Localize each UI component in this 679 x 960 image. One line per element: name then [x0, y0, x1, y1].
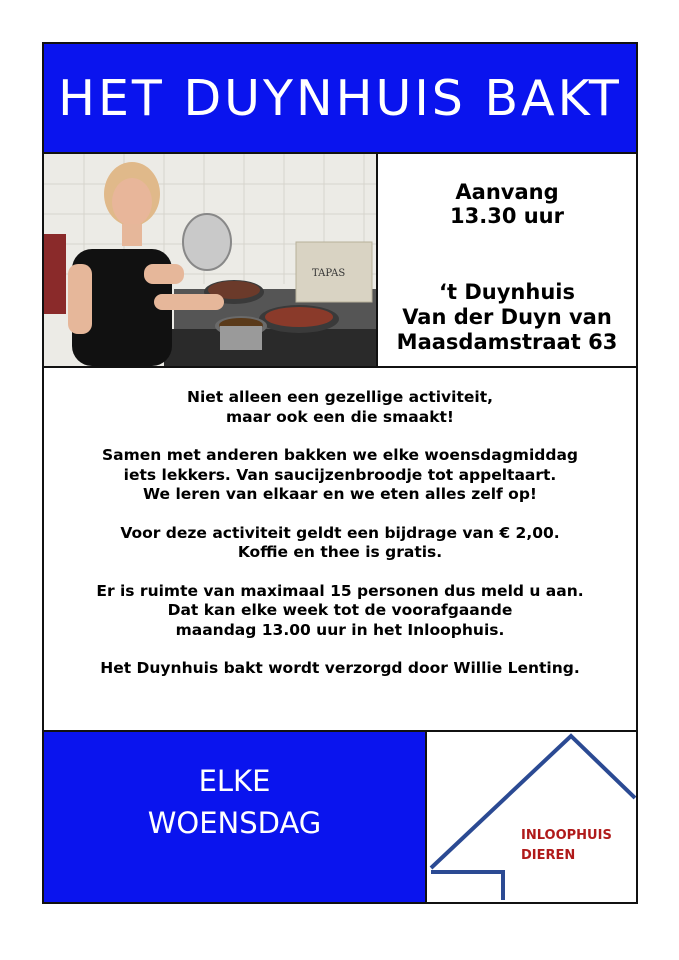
weekday-line-2: WOENSDAG — [147, 806, 322, 840]
text-line: Samen met anderen bakken we elke woensdagmiddag — [101, 446, 579, 464]
address-line-3: Maasdamstraat 63 — [396, 330, 618, 354]
tapas-sign-text: TAPAS — [312, 268, 346, 279]
text-line: maandag 13.00 uur in het Inloophuis. — [175, 620, 505, 639]
text-line: iets lekkers. Van saucijzenbroodje tot appeltaart. — [123, 465, 557, 484]
address-line-2: Van der Duyn van — [402, 305, 612, 329]
poster-title: HET DUYNHUIS BAKT — [58, 69, 622, 127]
text-line: Het Duynhuis bakt wordt verzorgd door Willie Lenting. — [100, 659, 580, 677]
text-line: Dat kan elke week tot de voorafgaande — [167, 601, 513, 619]
address-block — [378, 280, 636, 355]
text-line: Koffie en thee is gratis. — [237, 543, 443, 561]
text-line: Voor deze activiteit geldt een bijdrage van € 2,00. — [120, 523, 560, 542]
logo-text — [521, 826, 612, 866]
paragraph-2 — [44, 446, 636, 505]
start-label: Aanvang — [455, 180, 559, 204]
text-line: maar ook een die smaakt! — [226, 407, 454, 426]
text-line: Niet alleen een gezellige activiteit, — [186, 388, 493, 406]
address-line-1: ‘t Duynhuis — [439, 280, 575, 304]
logo-line-1: INLOOPHUIS — [521, 828, 612, 843]
logo-line-2: DIEREN — [521, 848, 576, 863]
paragraph-5 — [44, 659, 636, 679]
photo-illustration — [44, 154, 376, 366]
title-banner — [44, 44, 636, 154]
paragraph-1 — [44, 368, 636, 427]
paragraph-3 — [44, 524, 636, 563]
start-time: 13.30 uur — [450, 204, 564, 228]
weekday-line-1: ELKE — [198, 764, 271, 798]
poster — [42, 42, 638, 904]
weekday-banner — [44, 732, 427, 902]
start-time-block — [378, 180, 636, 228]
event-info — [378, 154, 636, 366]
cooking-photo — [44, 154, 378, 366]
house-outline-icon — [427, 732, 636, 902]
inloophuis-logo — [427, 732, 636, 902]
description-text — [44, 368, 636, 730]
paragraph-4 — [44, 582, 636, 641]
text-line: Er is ruimte van maximaal 15 personen dus meld u aan. — [96, 581, 584, 600]
text-line: We leren van elkaar en we eten alles zelf op! — [142, 485, 537, 503]
